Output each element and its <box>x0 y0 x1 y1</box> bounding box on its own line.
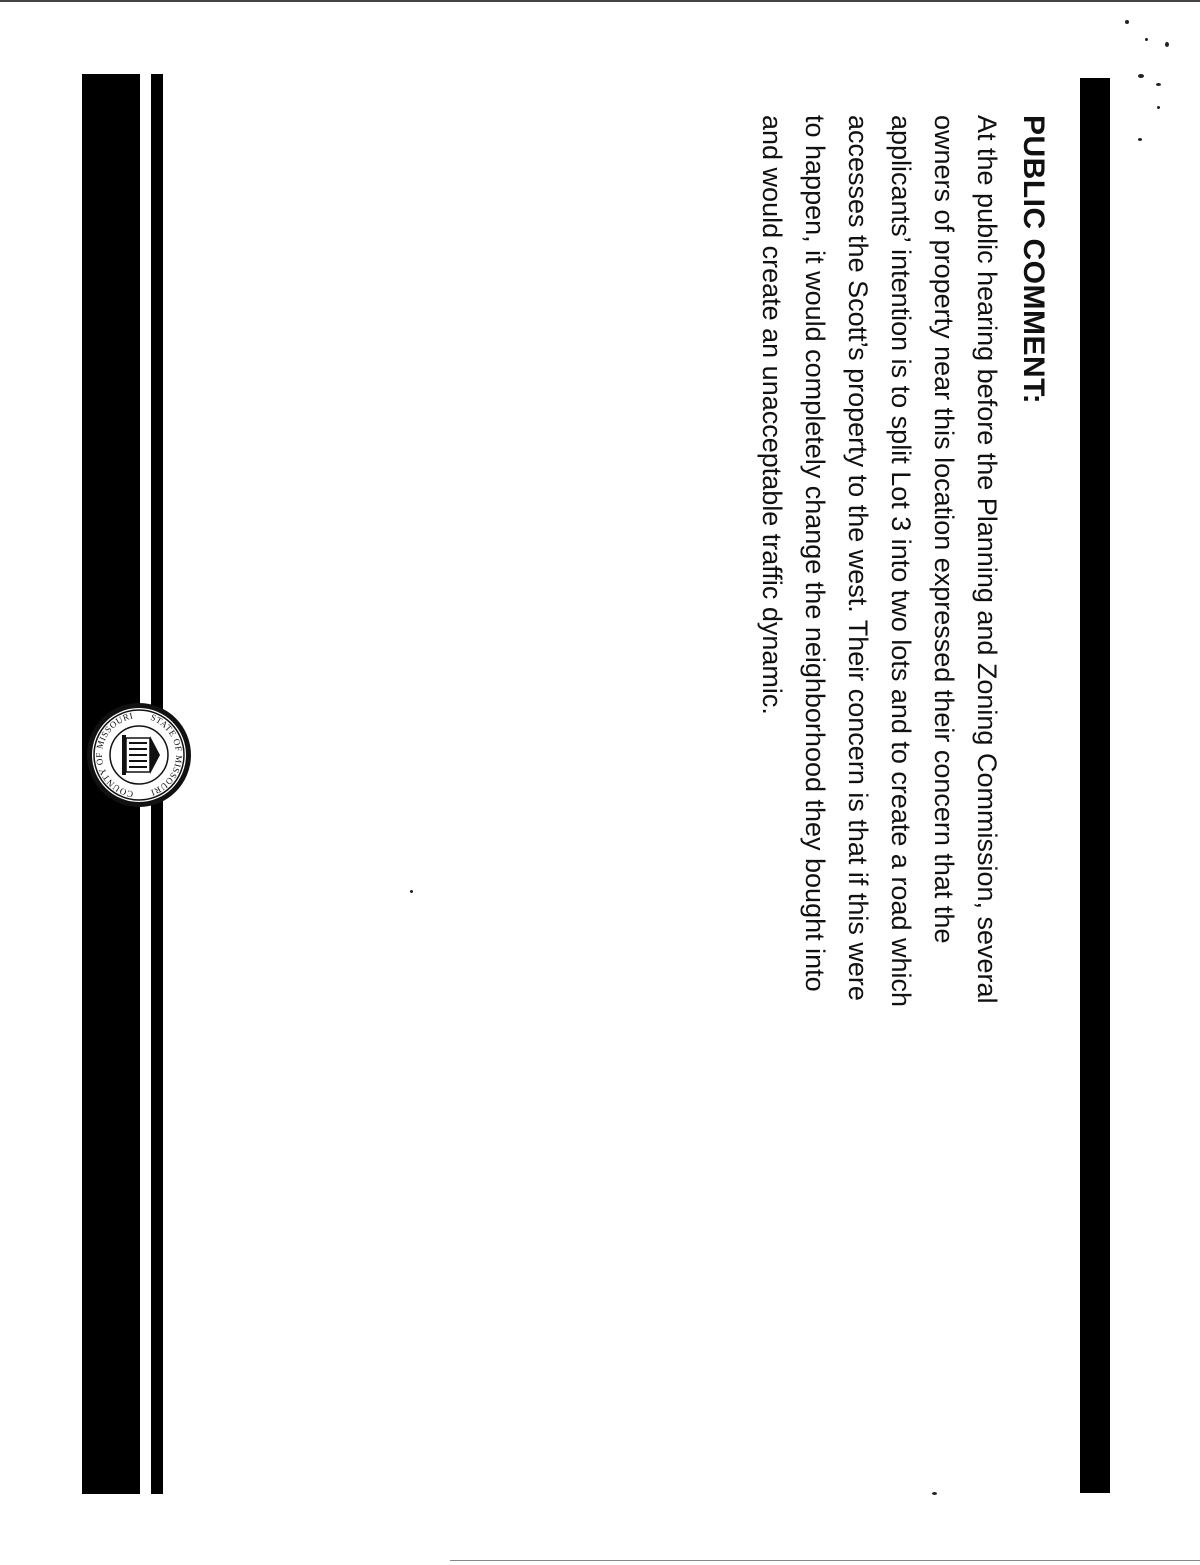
scan-speck <box>1157 106 1160 109</box>
scan-speck <box>1138 74 1144 78</box>
body-line: and would create an unacceptable traffic dynamic. <box>757 115 787 715</box>
seal-top-text: STATE OF MISSOURI <box>149 712 185 798</box>
scan-speck <box>1125 20 1129 24</box>
page-edge-bottom <box>450 1560 1200 1561</box>
scan-speck <box>1145 38 1148 41</box>
slide-heading: PUBLIC COMMENT: <box>1017 115 1050 405</box>
slide-border-right <box>1080 78 1110 1493</box>
body-line: At the public hearing before the Planning and Zoning Commission, several <box>972 115 1002 1004</box>
scan-speck <box>1165 42 1169 47</box>
scan-speck <box>932 1492 937 1495</box>
body-line: accesses the Scott’s property to the west. Their concern is that if this were <box>843 115 873 1001</box>
seal-bottom-text: COUNTY OF MISSOURI <box>93 710 135 800</box>
scan-speck <box>1138 138 1142 141</box>
body-line: applicants’ intention is to split Lot 3 into two lots and to create a road which <box>886 115 916 1008</box>
scan-speck <box>1156 83 1161 86</box>
slide-content <box>705 115 1050 1425</box>
slide-body <box>750 115 1008 1425</box>
county-seal-icon <box>84 700 194 810</box>
body-line: to happen, it would completely change the neighborhood they bought into <box>800 115 830 992</box>
body-line: owners of property near this location expressed their concern that the <box>929 115 959 944</box>
page-edge-top <box>0 0 1200 2</box>
scan-speck <box>410 890 413 893</box>
